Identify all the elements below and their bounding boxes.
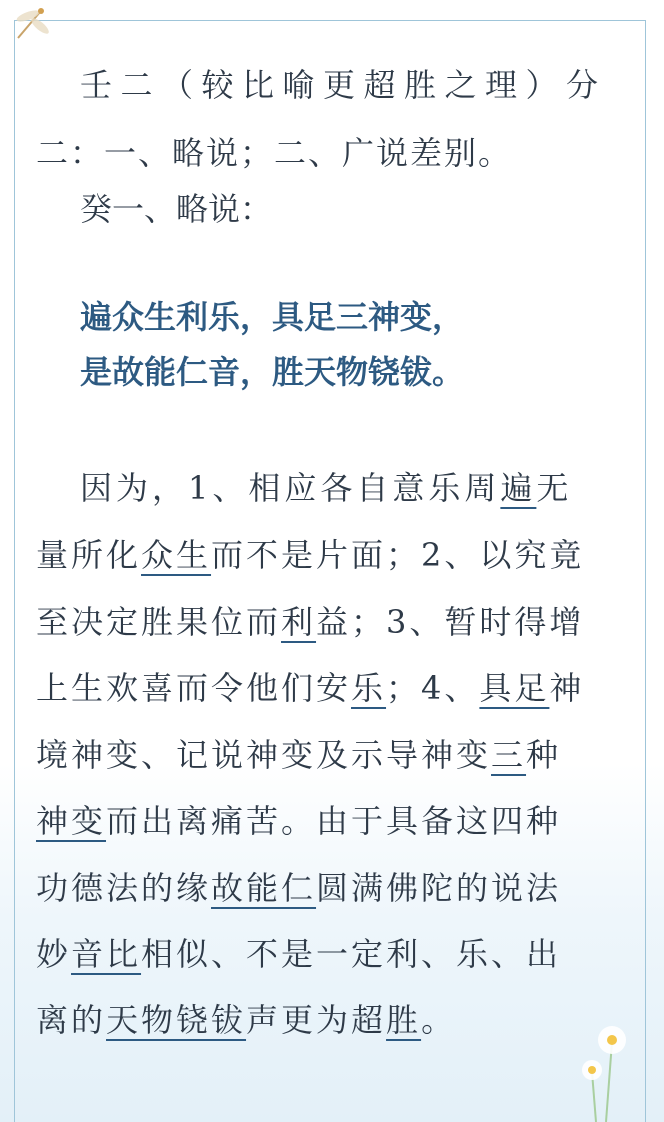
keyword-juzu: 具足 [479, 669, 550, 707]
keyword-zhongsheng: 众生 [141, 536, 212, 574]
keyword-bian: 遍 [500, 469, 537, 507]
keyword-sheng: 胜 [386, 1001, 422, 1039]
body-line-3: 至决定胜果位而利益；3、暂时得增 [36, 603, 585, 641]
body-line-9: 离的天物铙钹声更为超胜。 [36, 1001, 457, 1039]
body-line-2: 量所化众生而不是片面；2、以究竟 [36, 536, 585, 574]
keyword-le: 乐 [351, 669, 387, 707]
dragonfly-icon [10, 2, 54, 42]
body-line-5: 境神变、记说神变及示导神变三种 [36, 736, 562, 774]
keyword-li: 利 [281, 603, 317, 641]
heading-line-1 [80, 60, 626, 106]
keyword-yinbi: 音比 [71, 935, 142, 973]
body-line-8: 妙音比相似、不是一定利、乐、出 [36, 935, 562, 973]
keyword-san: 三 [491, 736, 527, 774]
verse-line-2: 是故能仁音，胜天物铙钹。 [80, 353, 465, 391]
body-line-1: 因为，1、相应各自意乐周遍无 [80, 469, 573, 507]
daisy-flowers-icon [566, 1002, 646, 1122]
verse-line-1: 遍众生利乐，具足三神变， [80, 298, 465, 336]
body-line-4: 上生欢喜而令他们安乐；4、具足神 [36, 669, 585, 707]
keyword-tianwu: 天物铙钹 [106, 1001, 247, 1039]
body-line-6: 神变而出离痛苦。由于具备这四种 [36, 802, 562, 840]
keyword-shenbian: 神变 [36, 802, 107, 840]
heading-line-2: 二：一、略说；二、广说差别。 [36, 134, 513, 172]
keyword-gunengren: 故能仁 [211, 869, 317, 907]
heading-text-1: 壬二（较比喻更超胜之理）分 [80, 66, 607, 104]
body-line-7: 功德法的缘故能仁圆满佛陀的说法 [36, 869, 562, 907]
heading-line-3: 癸一、略说： [80, 190, 273, 228]
